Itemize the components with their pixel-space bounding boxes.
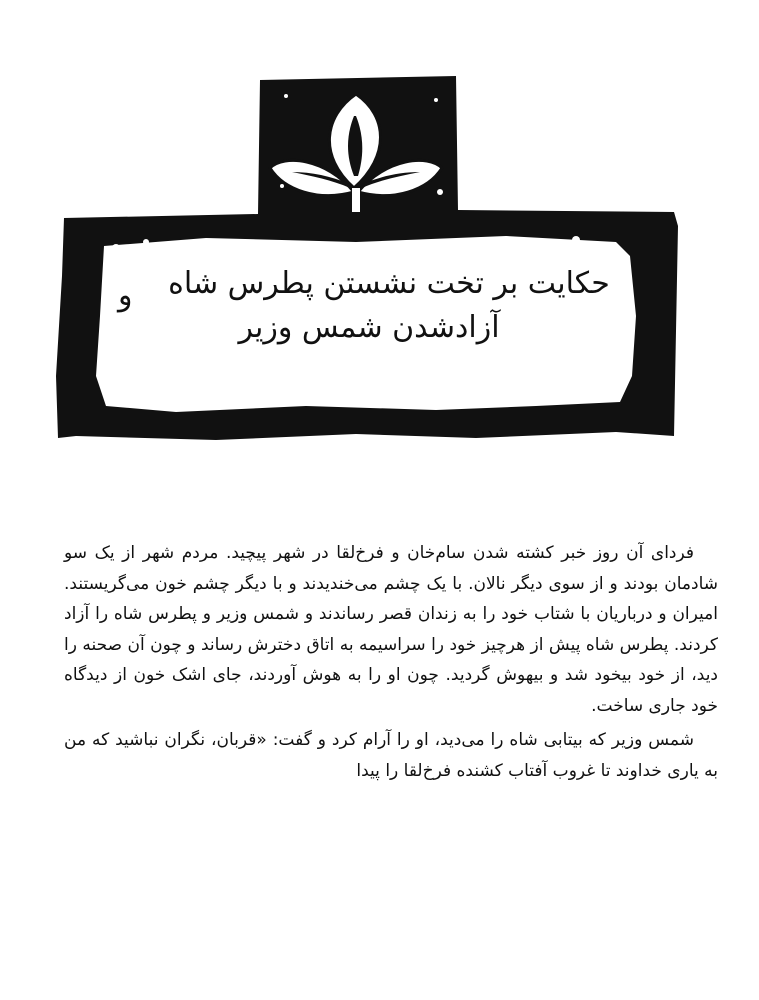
story-paragraph-2: شمس وزیر که بیتابی شاه را می‌دید، او را آرام کرد و گفت: «قربان، نگران نباشید که من به یاری خداوند تا غروب آفتاب کشنده فرخ‌لقا را پیدا (64, 730, 718, 781)
chapter-title-line-2: آزادشدن شمس وزیر (238, 310, 500, 345)
chapter-title-line-1: حکایت بر تخت نشستن پطرس شاه (168, 266, 610, 301)
story-text (64, 538, 718, 786)
plant-stem (352, 188, 360, 212)
chapter-title-conjunction: و (118, 278, 133, 313)
block-print-frame (56, 76, 682, 442)
chapter-title (150, 262, 628, 350)
chapter-header-banner (56, 76, 682, 442)
story-paragraph-1: فردای آن روز خبر کشته شدن سام‌خان و فرخ‌لقا در شهر پیچید. مردم شهر از یک سو شادمان بودند و از سوی دیگر نالان. با یک چشم می‌خندیدند و با دیگر چشم خون می‌گریستند. امیران و درباریان با شتاب خود را به زندان قصر رساندند و شمس وزیر و پطرس شاه را آزاد کردند. پطرس شاه پیش از هرچیز خود را سراسیمه به اتاق دخترش رساند و چون آن صحنه را دید، از خود بیخود شد و بیهوش گردید. چون او را به هوش آوردند، جای اشک خون از دیدگاه خود جاری ساخت. (64, 543, 718, 716)
